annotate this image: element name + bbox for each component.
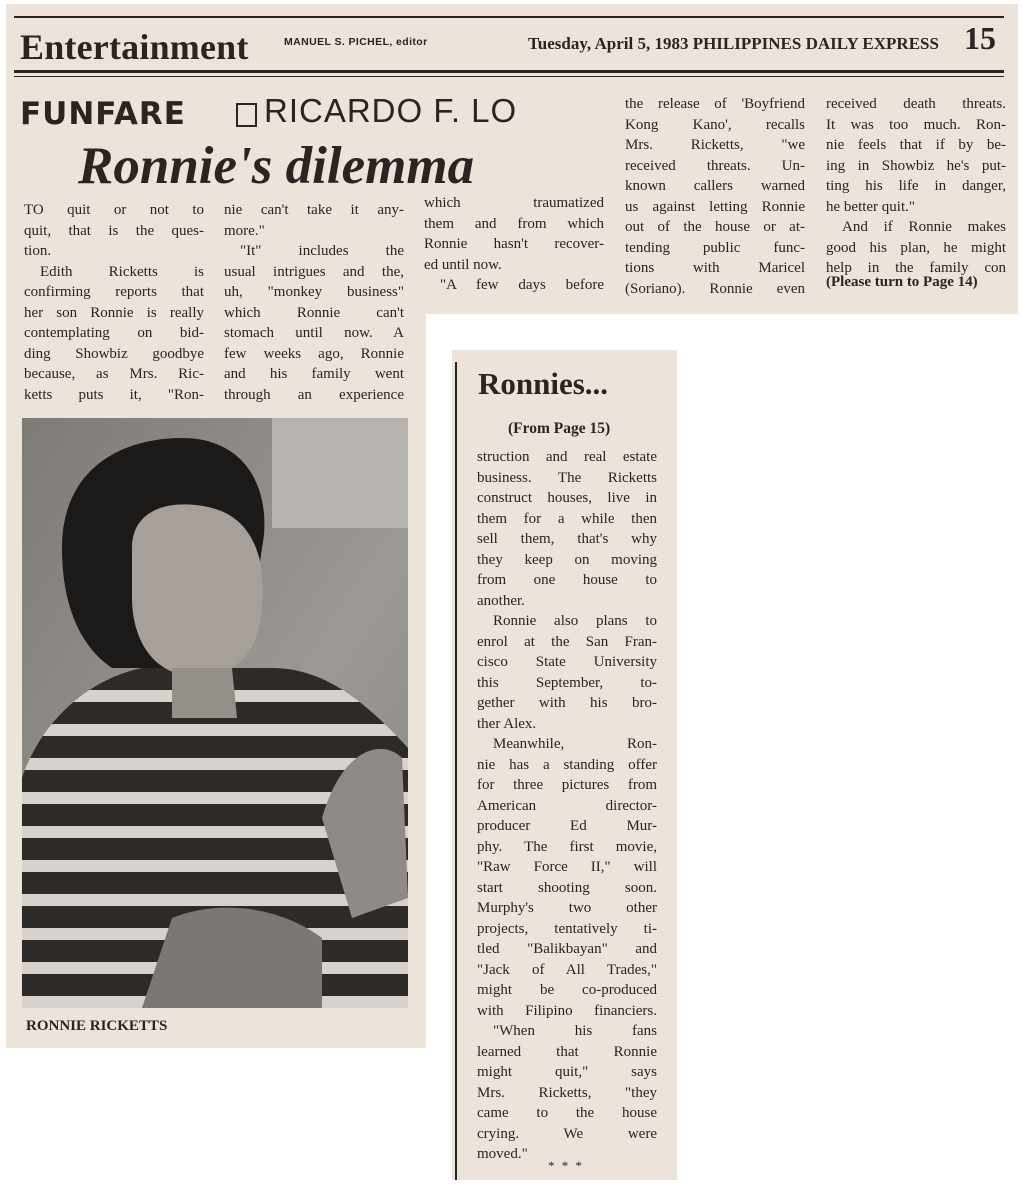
editor-credit: MANUEL S. PICHEL, editor: [284, 36, 428, 48]
continuation-line: phy. The first movie,: [477, 838, 657, 855]
continuation-line: moved.": [477, 1146, 528, 1162]
article-line: "A few days before: [440, 277, 604, 293]
article-line: which Ronnie can't: [224, 304, 404, 321]
continuation-line: might quit," says: [477, 1064, 657, 1080]
article-line: through an experience: [224, 386, 404, 403]
article-line: ketts puts it, "Ron-: [24, 386, 204, 403]
continuation-line: another.: [477, 592, 525, 609]
article-line: And if Ronnie makes: [842, 219, 1006, 235]
article-line: good his plan, he might: [826, 239, 1006, 256]
continuation-line: "Jack of All Trades,": [477, 961, 657, 978]
continuation-line: from one house to: [477, 572, 657, 588]
article-line: quit, that is the ques-: [24, 222, 204, 239]
continuation-line: start shooting soon.: [477, 879, 657, 896]
issue-date: Tuesday, April 5, 1983 PHILIPPINES DAILY EXPRESS: [528, 34, 939, 53]
continuation-from-note: (From Page 15): [508, 420, 611, 437]
article-line: It was too much. Ron-: [826, 116, 1006, 133]
continuation-line: might be co-produced: [477, 982, 657, 998]
article-line: tions with Maricel: [625, 260, 805, 276]
byline-box-icon: [236, 103, 257, 127]
continuation-title: Ronnies...: [478, 366, 609, 401]
article-line: Edith Ricketts is: [40, 263, 204, 280]
continuation-left-rule: [455, 362, 457, 1180]
article-line: known callers warned: [625, 178, 805, 194]
continuation-line: business. The Ricketts: [477, 469, 657, 486]
portrait-photo: [22, 418, 408, 1008]
page-number: 15: [964, 20, 996, 56]
continuation-line: construct houses, live in: [477, 490, 657, 506]
continuation-line: producer Ed Mur-: [477, 818, 657, 834]
masthead-top-rule: [14, 16, 1004, 18]
article-line: because, as Mrs. Ric-: [24, 366, 204, 382]
article-line: few weeks ago, Ronnie: [224, 345, 404, 362]
article-line: tion.: [24, 243, 52, 259]
continuation-line: sell them, that's why: [477, 531, 657, 547]
headline: Ronnie's dilemma: [78, 137, 475, 195]
continuation-line: projects, tentatively ti-: [477, 920, 657, 937]
article-line: her son Ronnie is really: [24, 304, 204, 321]
article-line: them and from which: [424, 215, 604, 232]
continuation-line: Meanwhile, Ron-: [493, 736, 657, 752]
masthead-bottom-rule-thin: [14, 76, 1004, 77]
article-line: tending public func-: [625, 239, 805, 256]
continuation-line: nie has a standing offer: [477, 756, 657, 773]
continuation-line: struction and real estate: [477, 449, 657, 465]
continuation-line: American director-: [477, 797, 657, 814]
article-line: nie feels that if by be-: [826, 137, 1006, 153]
continuation-line: with Filipino financiers.: [477, 1002, 657, 1019]
end-mark: * * *: [548, 1158, 584, 1173]
continuation-line: this September, to-: [477, 674, 657, 691]
article-line: us against letting Ronnie: [625, 198, 805, 215]
article-line: ed until now.: [424, 256, 502, 273]
article-line: received threats. Un-: [625, 157, 805, 174]
article-line: more.": [224, 222, 265, 239]
continuation-line: enrol at the San Fran-: [477, 633, 657, 650]
article-line: [24, 200, 204, 221]
article-line: ting his life in danger,: [826, 178, 1006, 194]
photo-caption: RONNIE RICKETTS: [26, 1018, 168, 1034]
article-line: the release of 'Boyfriend: [625, 96, 805, 112]
turn-to-page-note: (Please turn to Page 14): [826, 274, 978, 290]
continuation-line: Ronnie also plans to: [493, 613, 657, 629]
article-line: and his family went: [224, 366, 404, 382]
continuation-line: "When his fans: [493, 1023, 657, 1039]
article-line: stomach until now. A: [224, 325, 404, 341]
article-line: "It" includes the: [240, 243, 404, 259]
continuation-line: gether with his bro-: [477, 695, 657, 711]
section-title: Entertainment: [20, 27, 249, 67]
continuation-line: crying. We were: [477, 1125, 657, 1142]
column-kicker: FUNFARE: [20, 96, 186, 132]
continuation-line: came to the house: [477, 1105, 657, 1121]
article-line: contemplating on bid-: [24, 325, 204, 341]
article-line: ing in Showbiz he's put-: [826, 157, 1006, 174]
continuation-line: for three pictures from: [477, 777, 657, 793]
continuation-line: ther Alex.: [477, 715, 537, 732]
article-line: usual intrigues and the,: [224, 263, 404, 280]
article-line: ding Showbiz goodbye: [24, 345, 204, 362]
continuation-line: "Raw Force II," will: [477, 859, 657, 875]
continuation-line: Murphy's two other: [477, 900, 657, 916]
article-line: nie can't take it any-: [224, 202, 404, 218]
article-line: (Soriano). Ronnie even: [625, 280, 805, 297]
continuation-line: tled "Balikbayan" and: [477, 941, 657, 957]
article-line: help in the family con: [826, 260, 1006, 276]
article-line: he better quit.": [826, 198, 916, 215]
article-line: Kong Kano', recalls: [625, 116, 805, 133]
article-line: Ronnie hasn't recover-: [424, 236, 604, 252]
article-line: confirming reports that: [24, 284, 204, 300]
article-line: uh, "monkey business": [224, 284, 404, 300]
article-line: Mrs. Ricketts, "we: [625, 137, 805, 153]
article-line: received death threats.: [826, 96, 1006, 112]
continuation-line: cisco State University: [477, 654, 657, 670]
continuation-line: them for a while then: [477, 510, 657, 527]
continuation-line: Mrs. Ricketts, "they: [477, 1084, 657, 1101]
portrait-illustration: [22, 418, 408, 1008]
article-line: which traumatized: [424, 195, 604, 211]
continuation-line: learned that Ronnie: [477, 1043, 657, 1060]
continuation-line: they keep on moving: [477, 551, 657, 568]
column-byline: RICARDO F. LO: [264, 92, 518, 129]
masthead-bottom-rule: [14, 70, 1004, 73]
article-line-text: TO quit or not to: [24, 202, 204, 218]
article-line: out of the house or at-: [625, 219, 805, 235]
